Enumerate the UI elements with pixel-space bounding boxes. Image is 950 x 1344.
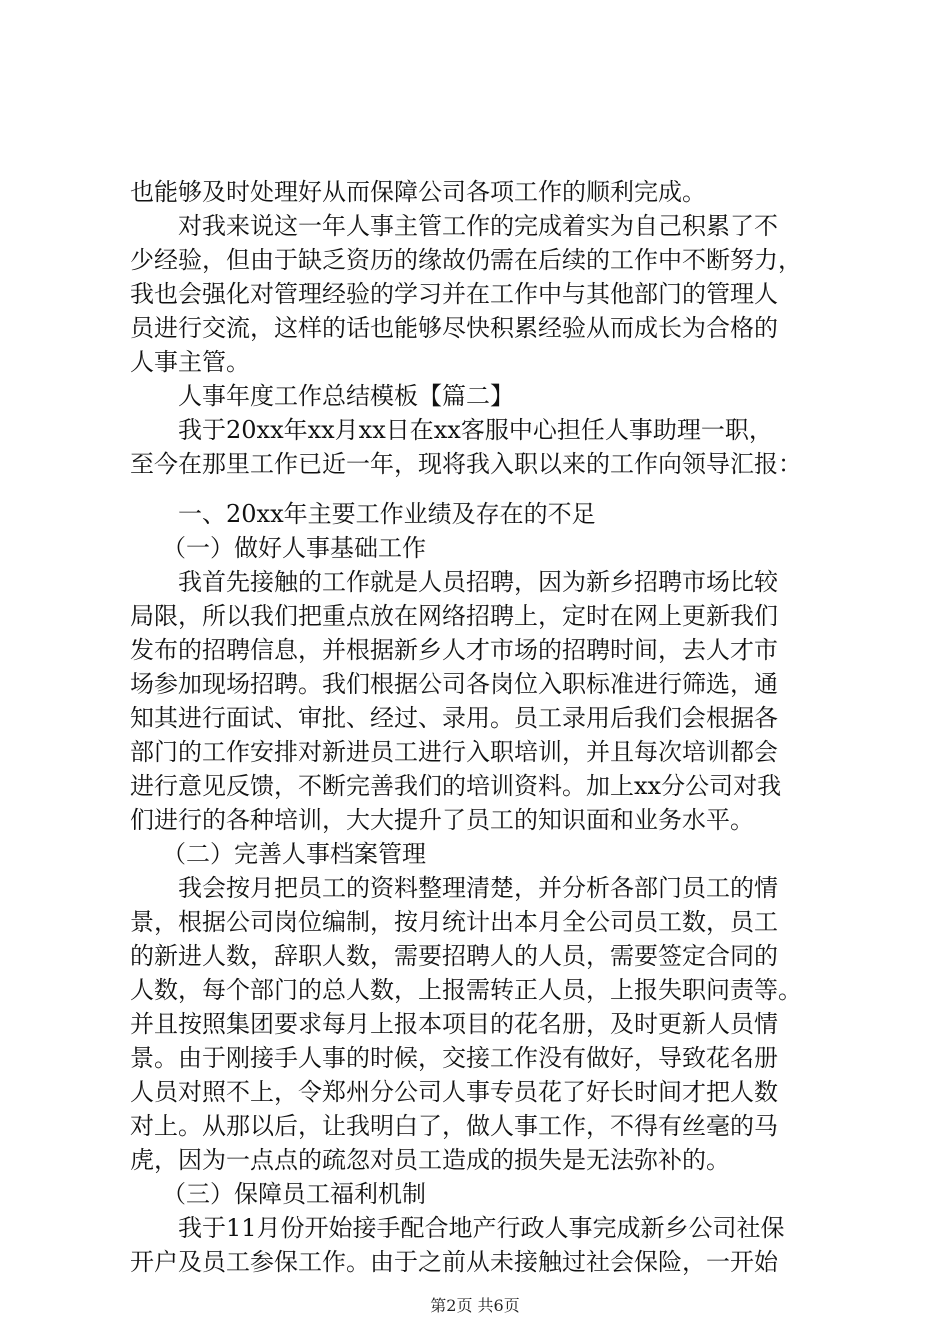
paragraph-line: 少经验，但由于缺乏资历的缘故仍需在后续的工作中不断努力， [130, 246, 802, 274]
paragraph-line: 景。由于刚接手人事的时候，交接工作没有做好，导致花名册 [130, 1044, 778, 1072]
paragraph-line: 部门的工作安排对新进员工进行入职培训，并且每次培训都会 [130, 738, 778, 766]
section-heading: 一、20xx年主要工作业绩及存在的不足 [178, 500, 596, 528]
subsection-heading: （二）完善人事档案管理 [162, 840, 426, 868]
paragraph-line: 场参加现场招聘。我们根据公司各岗位入职标准进行筛选，通 [130, 670, 778, 698]
paragraph-line: 对我来说这一年人事主管工作的完成着实为自己积累了不 [178, 212, 778, 240]
paragraph-line: 们进行的各种培训，大大提升了员工的知识面和业务水平。 [130, 806, 754, 834]
paragraph-line: 至今在那里工作已近一年，现将我入职以来的工作向领导汇报： [130, 450, 802, 478]
paragraph-line: 并且按照集团要求每月上报本项目的花名册，及时更新人员情 [130, 1010, 778, 1038]
paragraph-line: 对上。从那以后，让我明白了，做人事工作，不得有丝毫的马 [130, 1112, 778, 1140]
paragraph-line: 局限，所以我们把重点放在网络招聘上，定时在网上更新我们 [130, 602, 778, 630]
paragraph-line: 进行意见反馈，不断完善我们的培训资料。加上xx分公司对我 [130, 772, 782, 800]
paragraph-line: 虎，因为一点点的疏忽对员工造成的损失是无法弥补的。 [130, 1146, 730, 1174]
paragraph-line: 也能够及时处理好从而保障公司各项工作的顺利完成。 [130, 178, 706, 206]
paragraph-line: 知其进行面试、审批、经过、录用。员工录用后我们会根据各 [130, 704, 778, 732]
paragraph-line: 发布的招聘信息，并根据新乡人才市场的招聘时间，去人才市 [130, 636, 778, 664]
paragraph-line: 我于20xx年xx月xx日在xx客服中心担任人事助理一职， [178, 416, 773, 444]
paragraph-line: 我首先接触的工作就是人员招聘，因为新乡招聘市场比较 [178, 568, 778, 596]
page-number-footer: 第2页 共6页 [430, 1296, 520, 1315]
paragraph-line: 开户及员工参保工作。由于之前从未接触过社会保险，一开始 [130, 1248, 778, 1276]
paragraph-line: 的新进人数，辞职人数，需要招聘人的人员，需要签定合同的 [130, 942, 778, 970]
section-heading: 人事年度工作总结模板【篇二】 [178, 382, 514, 410]
paragraph-line: 人员对照不上，令郑州分公司人事专员花了好长时间才把人数 [130, 1078, 778, 1106]
paragraph-line: 景，根据公司岗位编制，按月统计出本月全公司员工数，员工 [130, 908, 778, 936]
paragraph-line: 人事主管。 [130, 348, 250, 376]
paragraph-line: 我也会强化对管理经验的学习并在工作中与其他部门的管理人 [130, 280, 778, 308]
paragraph-line: 我会按月把员工的资料整理清楚，并分析各部门员工的情 [178, 874, 778, 902]
paragraph-line: 人数，每个部门的总人数，上报需转正人员，上报失职问责等。 [130, 976, 802, 1004]
subsection-heading: （三）保障员工福利机制 [162, 1180, 426, 1208]
subsection-heading: （一）做好人事基础工作 [162, 534, 426, 562]
paragraph-line: 员进行交流，这样的话也能够尽快积累经验从而成长为合格的 [130, 314, 778, 342]
paragraph-line: 我于11月份开始接手配合地产行政人事完成新乡公司社保 [178, 1214, 785, 1242]
